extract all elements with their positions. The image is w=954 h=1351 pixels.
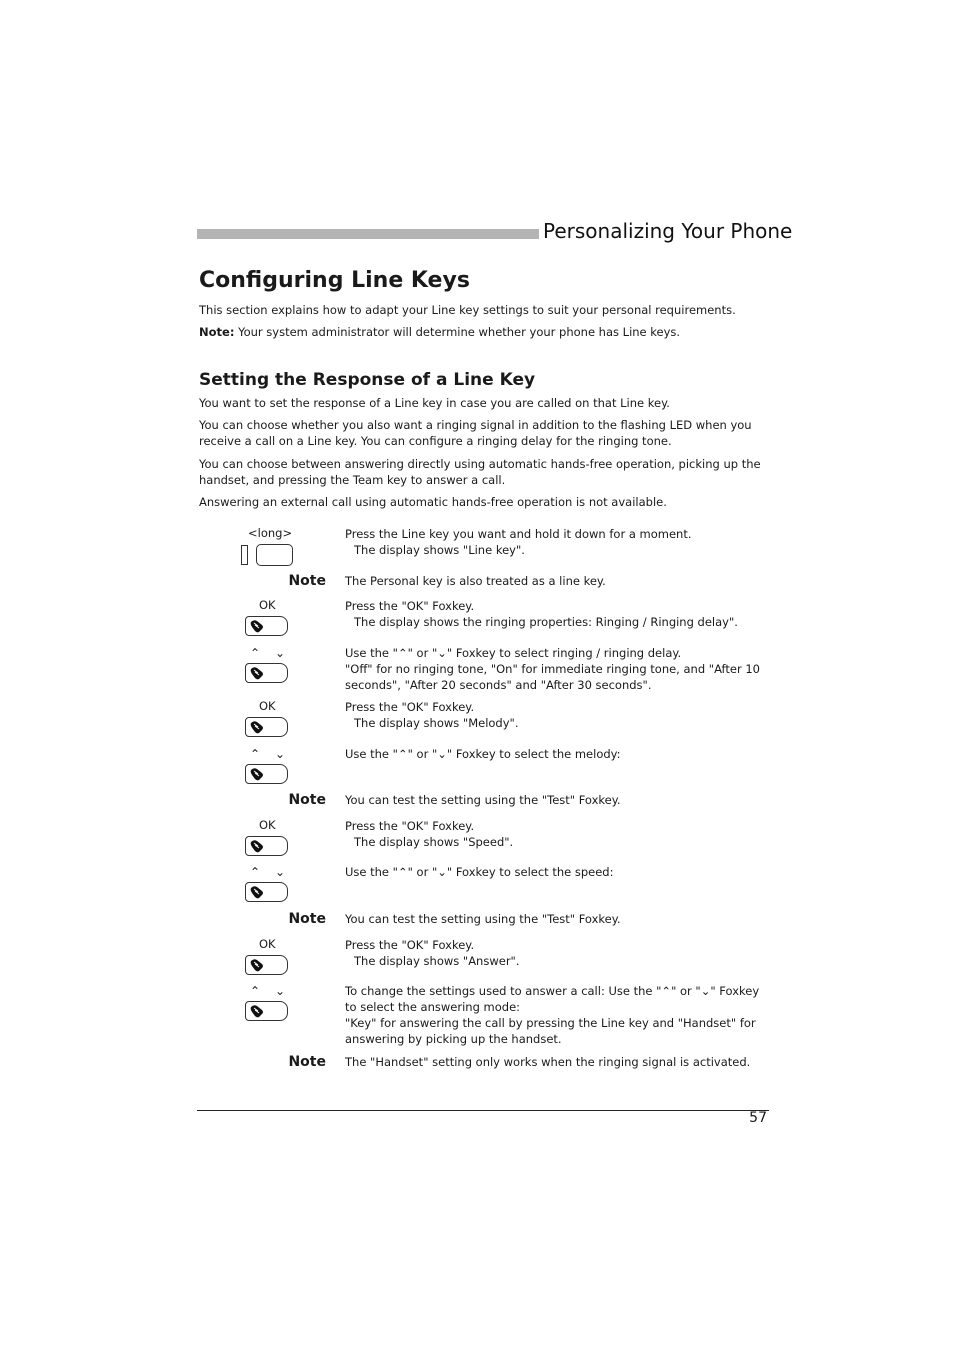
up-arrow-icon: ⌃ <box>250 747 261 761</box>
paragraph-4: Answering an external call using automatic hands-free operation is not available. <box>199 495 667 509</box>
step-8-display: The display shows "Answer". <box>354 954 520 968</box>
admin-note-label: Note: <box>199 325 235 339</box>
step-1-display: The display shows "Line key". <box>354 543 525 557</box>
intro-paragraph: This section explains how to adapt your Line key settings to suit your personal requirements. <box>199 303 736 317</box>
step-3 <box>345 645 765 693</box>
down-arrow-icon: ⌄ <box>275 747 286 761</box>
foxkey-hand-glyph <box>249 958 265 973</box>
up-arrow-icon: ⌃ <box>250 646 261 660</box>
foxkey-hand-glyph <box>249 839 265 854</box>
step-6-display: The display shows "Speed". <box>354 835 514 849</box>
step-3-text: Use the "⌃" or "⌄" Foxkey to select ringing / ringing delay. <box>345 646 682 660</box>
step-2-text: Press the "OK" Foxkey. <box>345 599 475 613</box>
step-7-text: Use the "⌃" or "⌄" Foxkey to select the speed: <box>345 865 614 879</box>
ok-label: OK <box>259 598 276 612</box>
foxkey-icon <box>245 882 288 902</box>
step-4 <box>345 699 765 731</box>
note-label: Note <box>288 1054 326 1070</box>
down-arrow-icon: ⌄ <box>275 865 286 879</box>
step-1-text: Press the Line key you want and hold it down for a moment. <box>345 527 692 541</box>
foxkey-icon <box>245 663 288 683</box>
chapter-title: Personalizing Your Phone <box>543 219 793 243</box>
step-4-display: The display shows "Melody". <box>354 716 519 730</box>
up-arrow-icon: ⌃ <box>250 865 261 879</box>
foxkey-icon <box>245 764 288 784</box>
step-5-text: Use the "⌃" or "⌄" Foxkey to select the melody: <box>345 747 621 761</box>
down-arrow-icon: ⌄ <box>275 646 286 660</box>
step-8-text: Press the "OK" Foxkey. <box>345 938 475 952</box>
foxkey-icon <box>245 616 288 636</box>
foxkey-icon <box>245 836 288 856</box>
header-bar <box>197 229 539 239</box>
ok-label: OK <box>259 937 276 951</box>
paragraph-1: You want to set the response of a Line key in case you are called on that Line key. <box>199 396 670 410</box>
foxkey-hand-glyph <box>249 1004 265 1019</box>
foxkey-hand-glyph <box>249 666 265 681</box>
step-9-options: "Key" for answering the call by pressing the Line key and "Handset" for answering by picking up the handset. <box>345 1016 756 1046</box>
note-2-text: You can test the setting using the "Test" Foxkey. <box>345 793 621 807</box>
step-6 <box>345 818 765 850</box>
note-1-text: The Personal key is also treated as a line key. <box>345 574 606 588</box>
foxkey-icon <box>245 955 288 975</box>
long-press-label: <long> <box>248 526 293 540</box>
note-3-text: You can test the setting using the "Test" Foxkey. <box>345 912 621 926</box>
foxkey-hand-glyph <box>249 720 265 735</box>
step-9-text: To change the settings used to answer a call: Use the "⌃" or "⌄" Foxkey to select the answering mode: <box>345 984 760 1014</box>
admin-note <box>199 324 769 340</box>
foxkey-icon <box>245 717 288 737</box>
up-arrow-icon: ⌃ <box>250 984 261 998</box>
step-8 <box>345 937 765 969</box>
step-4-text: Press the "OK" Foxkey. <box>345 700 475 714</box>
paragraph-2: You can choose whether you also want a ringing signal in addition to the flashing LED when you receive a call on a Line key. You can configure a ringing delay for the ringing tone. <box>199 418 752 448</box>
admin-note-text: Your system administrator will determine whether your phone has Line keys. <box>234 325 681 339</box>
note-4-text: The "Handset" setting only works when the ringing signal is activated. <box>345 1055 751 1069</box>
step-1 <box>345 526 765 558</box>
foxkey-hand-glyph <box>249 619 265 634</box>
ok-label: OK <box>259 818 276 832</box>
subsection-title: Setting the Response of a Line Key <box>199 370 536 390</box>
step-6-text: Press the "OK" Foxkey. <box>345 819 475 833</box>
line-key-led-icon <box>241 545 248 565</box>
footer-rule <box>197 1110 769 1111</box>
foxkey-hand-glyph <box>249 885 265 900</box>
ok-label: OK <box>259 699 276 713</box>
paragraph-3: You can choose between answering directly using automatic hands-free operation, picking up the handset, and pressing the Team key to answer a call. <box>199 457 761 487</box>
down-arrow-icon: ⌄ <box>275 984 286 998</box>
section-title: Configuring Line Keys <box>199 268 470 293</box>
foxkey-hand-glyph <box>249 767 265 782</box>
foxkey-icon <box>245 1001 288 1021</box>
note-label: Note <box>288 573 326 589</box>
note-label: Note <box>288 911 326 927</box>
step-3-options: "Off" for no ringing tone, "On" for immediate ringing tone, and "After 10 seconds", "After 20 seconds" and "After 30 seconds". <box>345 662 760 692</box>
step-9 <box>345 983 765 1047</box>
step-2-display: The display shows the ringing properties: Ringing / Ringing delay". <box>354 615 738 629</box>
line-key-icon <box>256 544 293 566</box>
step-2 <box>345 598 765 630</box>
page-number: 57 <box>749 1110 767 1126</box>
note-label: Note <box>288 792 326 808</box>
